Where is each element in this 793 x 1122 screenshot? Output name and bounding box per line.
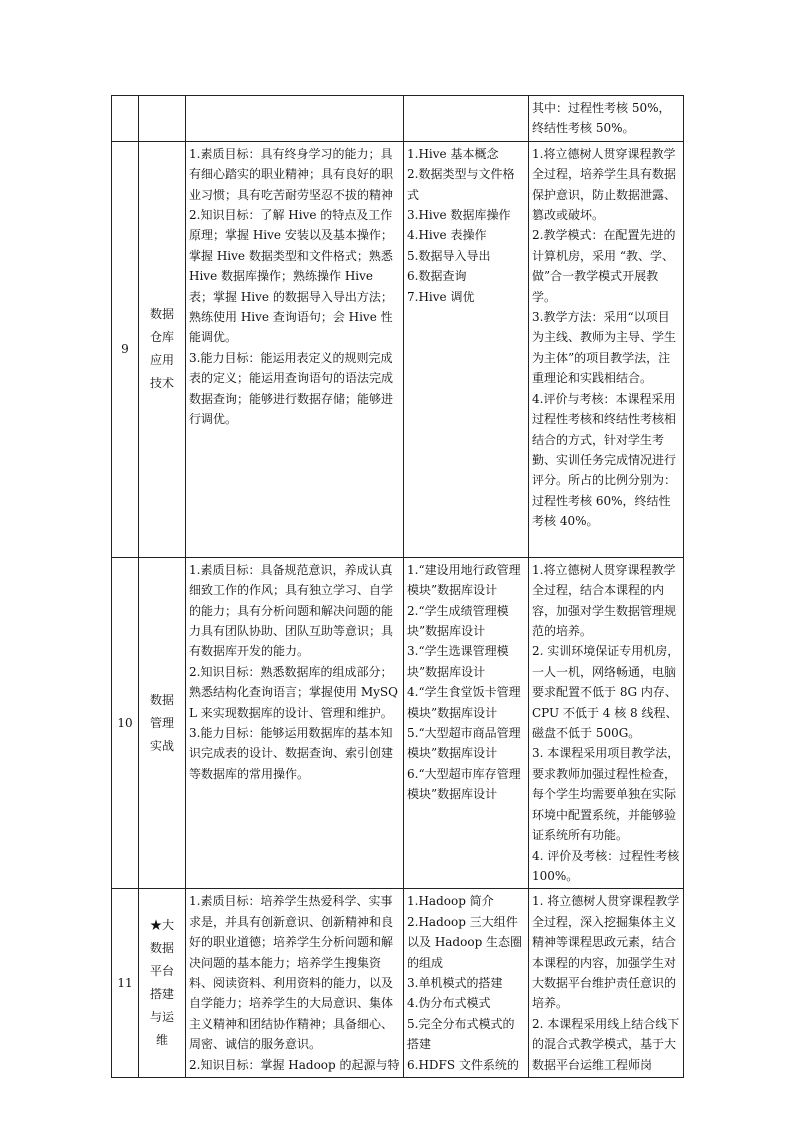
content-line: 1.Hadoop 简介 bbox=[407, 894, 494, 909]
course-name: 数据仓库应用技术 bbox=[139, 141, 186, 557]
course-content bbox=[404, 889, 529, 1078]
course-number bbox=[112, 96, 139, 142]
content-line: 3.单机模式的搭建 bbox=[407, 975, 503, 990]
content-line: 6.数据查询 bbox=[407, 269, 467, 284]
goals-line: 2.知识目标：了解 Hive 的特点及工作原理；掌握 Hive 安装以及基本操作；掌握 Hive 数据类型和文件格式；熟悉 Hive 数据库操作；熟练操作 Hive 表；掌握 Hive 的数据导入导出方法；熟练使用 Hive 查询语句；会 Hive 性能调优。 bbox=[189, 208, 393, 345]
course-requirements bbox=[529, 557, 684, 889]
goals-line: 1.素质目标：具备规范意识，养成认真细致工作的作风；具有独立学习、自学的能力；具有分析问题和解决问题的能力具有团队协助、团队互助等意识；具有数据库开发的能力。 bbox=[189, 562, 394, 659]
content-line: 4.Hive 表操作 bbox=[407, 228, 487, 243]
course-requirements bbox=[529, 889, 684, 1078]
requirements-line: 1. 将立德树人贯穿课程教学全过程，深入挖掘集体主义精神等课程思政元素，结合本课程的内容，加强学生对大数据平台维护责任意识的培养。 bbox=[532, 894, 680, 1011]
content-line: 3.Hive 数据库操作 bbox=[407, 208, 511, 223]
course-content bbox=[404, 96, 529, 142]
content-line: 5.数据导入导出 bbox=[407, 248, 491, 263]
requirements-line: 其中：过程性考核 50%，终结性考核 50%。 bbox=[532, 101, 671, 136]
course-number: 9 bbox=[112, 141, 139, 557]
content-line: 5.完全分布式模式的搭建 bbox=[407, 1016, 515, 1052]
course-name: 数据管理实战 bbox=[139, 557, 186, 889]
requirements-line: 1.将立德树人贯穿课程教学全过程，培养学生具有数据保护意识，防止数据泄露、篡改或破坏。 bbox=[532, 146, 677, 223]
requirements-line: 2. 实训环境保证专用机房，一人一机，网络畅通，电脑要求配置不低于 8G 内存、CPU 不低于 4 核 8 线程、磁盘不低于 500G。 bbox=[532, 644, 680, 741]
course-goals bbox=[186, 141, 404, 557]
content-line: 2.数据类型与文件格式 bbox=[407, 167, 515, 202]
course-row bbox=[112, 557, 684, 889]
requirements-line: 3.教学方法：采用“以项目为主线、教师为主导、学生为主体”的项目教学法，注重理论和实践相结合。 bbox=[532, 310, 677, 386]
requirements-line: 2.教学模式：在配置先进的计算机房，采用 “教、学、做”合一教学模式开展教学。 bbox=[532, 228, 676, 304]
content-line: 1.“建设用地行政管理模块”数据库设计 bbox=[407, 562, 521, 598]
content-line: 6.“大型超市库存管理模块”数据库设计 bbox=[407, 766, 521, 802]
course-requirements bbox=[529, 141, 684, 557]
course-table bbox=[111, 95, 684, 1078]
course-number: 11 bbox=[112, 889, 139, 1078]
goals-line: 1.素质目标：培养学生热爱科学、实事求是，并具有创新意识、创新精神和良好的职业道德；培养学生分析问题和解决问题的基本能力；培养学生搜集资料、阅读资料、利用资料的能力，以及自学能力；培养学生的大局意识、集体主义精神和团结协作精神；具备细心、周密、诚信的服务意识。 bbox=[189, 894, 394, 1052]
course-content bbox=[404, 141, 529, 557]
goals-line: 1.素质目标：具有终身学习的能力；具有细心踏实的职业精神；具有良好的职业习惯；具有吃苦耐劳坚忍不拔的精神 bbox=[189, 146, 394, 202]
course-goals bbox=[186, 889, 404, 1078]
course-goals bbox=[186, 557, 404, 889]
requirements-line: 4.评价与考核：本课程采用过程性考核和终结性考核相结合的方式，针对学生考勤、实训任务完成情况进行评分。所占的比例分别为：过程性考核 60%，终结性考核 40%。 bbox=[532, 391, 677, 529]
goals-line: 2.知识目标：掌握 Hadoop 的起源与特 bbox=[189, 1057, 400, 1072]
requirements-line: 3. 本课程采用项目教学法，要求教师加强过程性检查，每个学生均需要单独在实际环境中配置系统，并能够验证系统所有功能。 bbox=[532, 746, 680, 843]
content-line: 7.Hive 调优 bbox=[407, 289, 475, 304]
course-goals bbox=[186, 96, 404, 142]
course-number: 10 bbox=[112, 557, 139, 889]
course-row bbox=[112, 889, 684, 1078]
course-name bbox=[139, 96, 186, 142]
content-line: 1.Hive 基本概念 bbox=[407, 146, 499, 161]
content-line: 4.伪分布式模式 bbox=[407, 996, 491, 1011]
content-line: 3.“学生选课管理模块”数据库设计 bbox=[407, 644, 509, 679]
course-requirements bbox=[529, 96, 684, 142]
requirements-line: 1.将立德树人贯穿课程教学全过程，结合本课程的内容，加强对学生数据管理规范的培养。 bbox=[532, 562, 677, 639]
goals-line: 3.能力目标：能运用表定义的规则完成表的定义；能运用查询语句的语法完成数据查询；能够进行数据存储；能够进行调优。 bbox=[189, 350, 394, 427]
goals-line: 2.知识目标：熟悉数据库的组成部分；熟悉结构化查询语言；掌握使用 MySQL 来实现数据库的设计、管理和维护。 bbox=[189, 664, 398, 720]
course-row bbox=[112, 141, 684, 557]
content-line: 6.HDFS 文件系统的 bbox=[407, 1057, 519, 1072]
content-line: 4.“学生食堂饭卡管理模块”数据库设计 bbox=[407, 685, 521, 720]
course-row bbox=[112, 96, 684, 142]
course-name: ★大数据平台搭建与运维 bbox=[139, 889, 186, 1078]
requirements-line: 2. 本课程采用线上结合线下的混合式教学模式，基于大数据平台运维工程师岗 bbox=[532, 1016, 680, 1072]
course-content bbox=[404, 557, 529, 889]
content-line: 2.Hadoop 三大组件以及 Hadoop 生态圈的组成 bbox=[407, 914, 523, 970]
requirements-line: 4. 评价及考核：过程性考核 100%。 bbox=[532, 848, 680, 883]
content-line: 5.“大型超市商品管理模块”数据库设计 bbox=[407, 726, 521, 761]
content-line: 2.“学生成绩管理模块”数据库设计 bbox=[407, 603, 509, 639]
goals-line: 3.能力目标：能够运用数据库的基本知识完成表的设计、数据查询、索引创建等数据库的常用操作。 bbox=[189, 726, 394, 781]
